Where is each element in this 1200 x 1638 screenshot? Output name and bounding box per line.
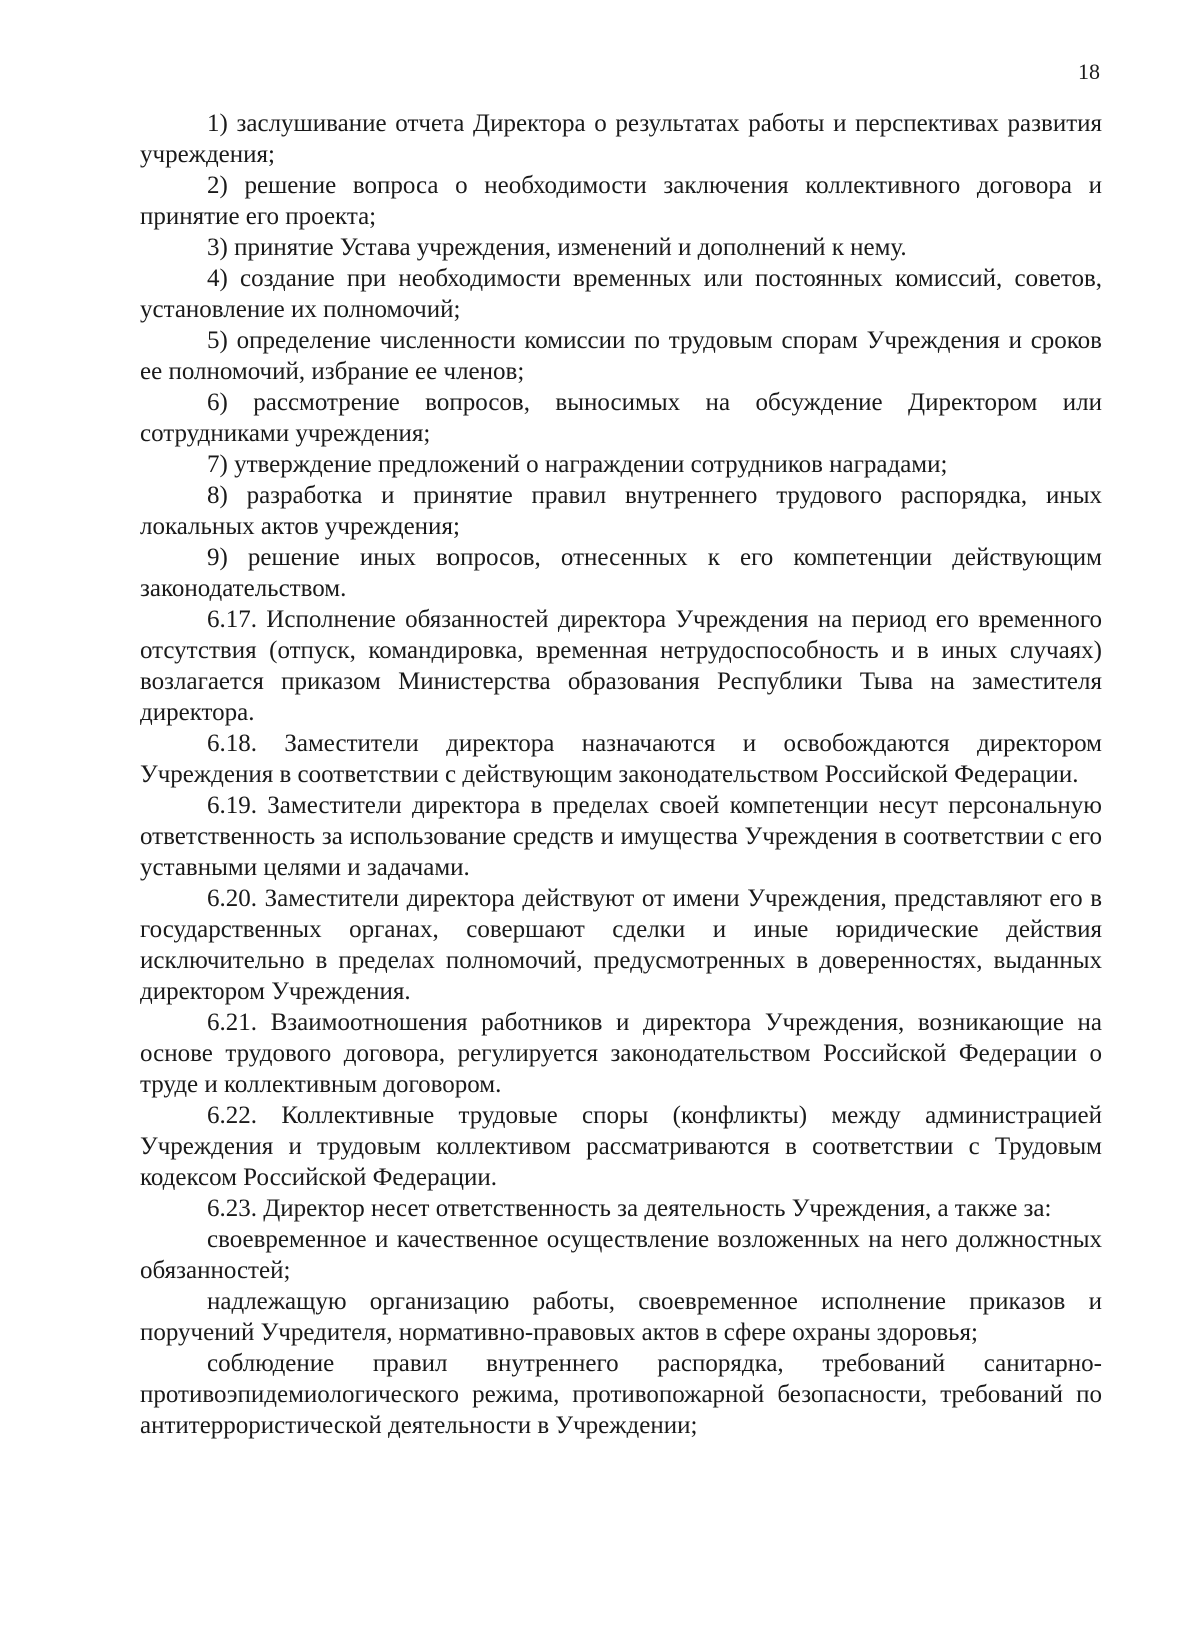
list-item-8: 8) разработка и принятие правил внутреннего трудового распорядка, иных локальных актов учреждения; — [140, 482, 1102, 540]
clause-6-21: 6.21. Взаимоотношения работников и директора Учреждения, возникающие на основе трудового договора, регулируется законодательством Российской Федерации о труде и коллективным договором. — [140, 1009, 1102, 1098]
document-body — [140, 108, 1102, 1441]
list-item-1: 1) заслушивание отчета Директора о результатах работы и перспективах развития учреждения; — [140, 110, 1102, 168]
responsibility-item-1: своевременное и качественное осуществление возложенных на него должностных обязанностей; — [140, 1226, 1102, 1284]
list-item-2: 2) решение вопроса о необходимости заключения коллективного договора и принятие его проекта; — [140, 172, 1102, 230]
list-item-6: 6) рассмотрение вопросов, выносимых на обсуждение Директором или сотрудниками учреждения; — [140, 389, 1102, 447]
clause-6-23: 6.23. Директор несет ответственность за деятельность Учреждения, а также за: — [207, 1195, 1052, 1222]
list-item-4: 4) создание при необходимости временных или постоянных комиссий, советов, установление их полномочий; — [140, 265, 1102, 323]
responsibility-item-3: соблюдение правил внутреннего распорядка, требований санитарно-противоэпидемиологического режима, противопожарной безопасности, требований по антитеррористической деятельности в Учреждении; — [140, 1350, 1102, 1439]
list-item-5: 5) определение численности комиссии по трудовым спорам Учреждения и сроков ее полномочий, избрание ее членов; — [140, 327, 1102, 385]
list-item-7: 7) утверждение предложений о награждении сотрудников наградами; — [207, 451, 948, 478]
list-item-3: 3) принятие Устава учреждения, изменений и дополнений к нему. — [207, 234, 907, 261]
page-number: 18 — [1078, 59, 1100, 84]
clause-6-22: 6.22. Коллективные трудовые споры (конфликты) между администрацией Учреждения и трудовым коллективом рассматриваются в соответствии с Трудовым кодексом Российской Федерации. — [140, 1102, 1102, 1191]
clause-6-17: 6.17. Исполнение обязанностей директора Учреждения на период его временного отсутствия (отпуск, командировка, временная нетрудоспособность и в иных случаях) возлагается приказом Министерства образования Республики Тыва на заместителя директора. — [140, 606, 1102, 726]
responsibility-item-2: надлежащую организацию работы, своевременное исполнение приказов и поручений Учредителя, нормативно-правовых актов в сфере охраны здоровья; — [140, 1288, 1102, 1346]
list-item-9: 9) решение иных вопросов, отнесенных к его компетенции действующим законодательством. — [140, 544, 1102, 602]
clause-6-19: 6.19. Заместители директора в пределах своей компетенции несут персональную ответственность за использование средств и имущества Учреждения в соответствии с его уставными целями и задачами. — [140, 792, 1102, 881]
clause-6-20: 6.20. Заместители директора действуют от имени Учреждения, представляют его в государственных органах, совершают сделки и иные юридические действия исключительно в пределах полномочий, предусмотренных в доверенностях, выданных директором Учреждения. — [140, 885, 1102, 1005]
clause-6-18: 6.18. Заместители директора назначаются и освобождаются директором Учреждения в соответствии с действующим законодательством Российской Федерации. — [140, 730, 1102, 788]
